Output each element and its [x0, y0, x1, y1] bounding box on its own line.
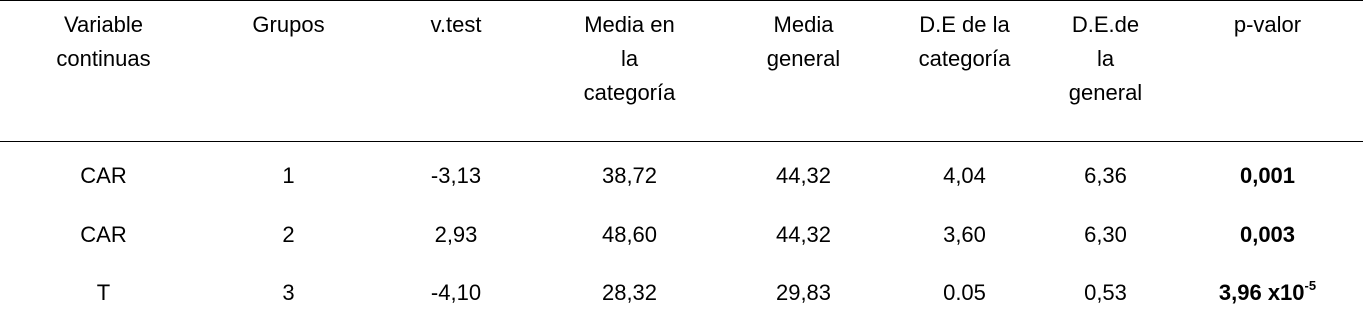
header-text: Variable — [63, 12, 144, 37]
table-row — [0, 142, 1363, 206]
cell-p-valor: 0,001 — [1239, 162, 1296, 188]
cell-p-valor: 0,003 — [1239, 221, 1296, 247]
cell-media-categoria: 38,72 — [601, 162, 658, 188]
cell-de-categoria: 0.05 — [943, 279, 986, 305]
header-grupos — [207, 1, 370, 142]
header-text: la — [620, 46, 639, 71]
cell-grupo: 2 — [282, 221, 295, 247]
header-v-test — [370, 1, 542, 142]
header-variable-continuas — [0, 1, 207, 142]
cell-v-test: -4,10 — [430, 279, 482, 305]
cell-de-general: 6,30 — [1084, 221, 1127, 247]
header-text: categoría — [918, 46, 1011, 71]
header-text: general — [766, 46, 841, 71]
cell-media-general: 29,83 — [775, 279, 832, 305]
cell-variable: T — [96, 279, 111, 305]
cell-media-general: 44,32 — [775, 162, 832, 188]
header-media-general — [717, 1, 890, 142]
header-de-categoria — [890, 1, 1039, 142]
header-text: p-valor — [1233, 12, 1302, 37]
cell-de-general: 0,53 — [1084, 279, 1127, 305]
cell-v-test: 2,93 — [434, 221, 478, 247]
cell-de-general: 6,36 — [1084, 162, 1127, 188]
cell-de-categoria: 4,04 — [943, 162, 986, 188]
cell-grupo: 3 — [282, 279, 295, 305]
cell-media-categoria: 28,32 — [601, 279, 658, 305]
cell-de-categoria: 3,60 — [943, 221, 986, 247]
cell-variable: CAR — [80, 221, 127, 247]
cell-p-valor — [1172, 264, 1363, 322]
header-p-valor — [1172, 1, 1363, 142]
header-de-general — [1039, 1, 1172, 142]
header-text: categoría — [583, 80, 676, 105]
cell-media-categoria: 48,60 — [601, 221, 658, 247]
header-text: la — [1096, 46, 1115, 71]
header-text: Grupos — [252, 12, 325, 37]
p-valor-exponent: -5 — [1304, 278, 1317, 294]
header-text: general — [1068, 80, 1143, 105]
table-row — [0, 264, 1363, 322]
header-text: v.test — [430, 12, 482, 37]
header-row — [0, 1, 1363, 142]
header-text: Media — [773, 12, 834, 37]
header-text: D.E de la — [919, 12, 1010, 37]
cell-grupo: 1 — [282, 162, 295, 188]
header-media-categoria — [542, 1, 717, 142]
cell-v-test: -3,13 — [430, 162, 482, 188]
p-valor-base: 3,96 x10 — [1218, 279, 1305, 305]
cell-variable: CAR — [80, 162, 127, 188]
header-text: D.E.de — [1071, 12, 1140, 37]
cell-media-general: 44,32 — [775, 221, 832, 247]
table-row — [0, 206, 1363, 264]
header-text: Media en — [584, 12, 675, 37]
header-text: continuas — [56, 46, 151, 71]
